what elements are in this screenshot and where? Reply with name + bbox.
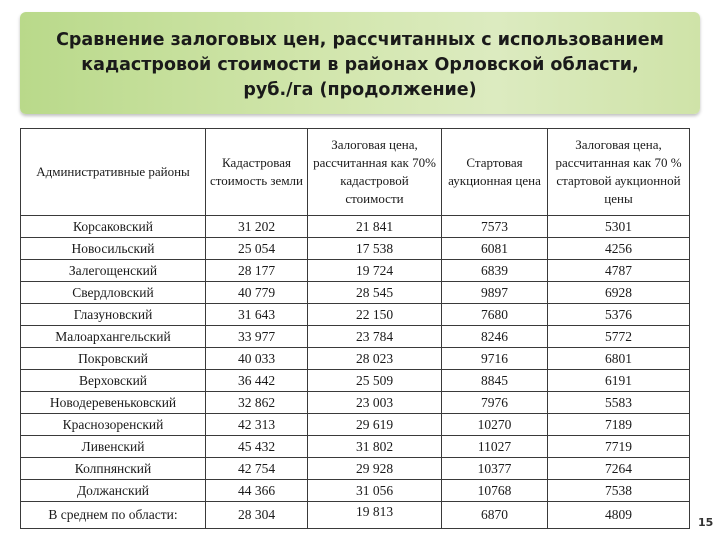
cell-pledge-70-starting: 7264 [548,458,690,480]
table-row [21,238,690,260]
cell-pledge-70-starting: 5772 [548,326,690,348]
header-district: Административные районы [21,129,206,216]
table-row [21,326,690,348]
average-starting-price: 6870 [442,502,548,529]
cell-pledge-70-starting: 7189 [548,414,690,436]
cell-pledge-70-cadastral: 22 150 [308,304,442,326]
table-row [21,414,690,436]
average-pledge-70-starting: 4809 [548,502,690,529]
cell-starting-price: 9897 [442,282,548,304]
cell-pledge-70-cadastral: 23 784 [308,326,442,348]
average-row [21,502,690,529]
cell-starting-price: 7976 [442,392,548,414]
cell-starting-price: 10270 [442,414,548,436]
pledge-price-table [20,128,690,529]
cell-pledge-70-starting: 6928 [548,282,690,304]
slide-title-line: кадастровой стоимости в районах Орловской области, [81,55,639,75]
cell-pledge-70-starting: 6801 [548,348,690,370]
cell-cadastral: 25 054 [206,238,308,260]
cell-cadastral: 40 033 [206,348,308,370]
cell-starting-price: 7573 [442,216,548,238]
cell-cadastral: 31 202 [206,216,308,238]
slide-title-line: руб./га (продолжение) [243,80,477,100]
average-pledge-70-cadastral: 19 813 [308,502,442,529]
cell-starting-price: 11027 [442,436,548,458]
cell-pledge-70-cadastral: 21 841 [308,216,442,238]
table-body [21,216,690,502]
average-cadastral: 28 304 [206,502,308,529]
cell-starting-price: 10768 [442,480,548,502]
table-row [21,370,690,392]
header-starting-price: Стартовая аукционная цена [442,129,548,216]
cell-pledge-70-cadastral: 31 056 [308,480,442,502]
cell-pledge-70-starting: 6191 [548,370,690,392]
cell-pledge-70-starting: 5583 [548,392,690,414]
cell-starting-price: 6081 [442,238,548,260]
cell-pledge-70-starting: 4787 [548,260,690,282]
table-row [21,216,690,238]
cell-cadastral: 33 977 [206,326,308,348]
cell-starting-price: 6839 [442,260,548,282]
cell-cadastral: 40 779 [206,282,308,304]
cell-pledge-70-cadastral: 28 023 [308,348,442,370]
cell-pledge-70-cadastral: 29 928 [308,458,442,480]
cell-starting-price: 8246 [442,326,548,348]
table-row [21,458,690,480]
cell-cadastral: 32 862 [206,392,308,414]
table-row [21,282,690,304]
slide-title [30,28,690,103]
cell-district: Залегощенский [21,260,206,282]
table-row [21,348,690,370]
cell-district: Новосильский [21,238,206,260]
cell-starting-price: 10377 [442,458,548,480]
cell-pledge-70-cadastral: 25 509 [308,370,442,392]
table-header-row [21,129,690,216]
cell-pledge-70-cadastral: 28 545 [308,282,442,304]
cell-cadastral: 42 754 [206,458,308,480]
table-row [21,260,690,282]
slide-title-line: Сравнение залоговых цен, рассчитанных с использованием [56,30,664,50]
cell-cadastral: 28 177 [206,260,308,282]
cell-district: Верховский [21,370,206,392]
cell-district: Краснозоренский [21,414,206,436]
cell-district: Должанский [21,480,206,502]
cell-district: Новодеревеньковский [21,392,206,414]
header-pledge-70-starting: Залоговая цена, рассчитанная как 70 % стартовой аукционной цены [548,129,690,216]
cell-pledge-70-starting: 5301 [548,216,690,238]
cell-starting-price: 8845 [442,370,548,392]
cell-pledge-70-cadastral: 17 538 [308,238,442,260]
cell-district: Покровский [21,348,206,370]
cell-district: Ливенский [21,436,206,458]
cell-district: Малоархангельский [21,326,206,348]
cell-pledge-70-starting: 7538 [548,480,690,502]
cell-starting-price: 9716 [442,348,548,370]
cell-pledge-70-starting: 4256 [548,238,690,260]
cell-pledge-70-cadastral: 19 724 [308,260,442,282]
page-number: 15 [698,516,714,529]
cell-pledge-70-starting: 7719 [548,436,690,458]
cell-district: Корсаковский [21,216,206,238]
cell-pledge-70-starting: 5376 [548,304,690,326]
table-row [21,392,690,414]
cell-cadastral: 31 643 [206,304,308,326]
cell-cadastral: 44 366 [206,480,308,502]
table-row [21,480,690,502]
cell-district: Глазуновский [21,304,206,326]
cell-district: Колпнянский [21,458,206,480]
cell-pledge-70-cadastral: 23 003 [308,392,442,414]
cell-pledge-70-cadastral: 31 802 [308,436,442,458]
average-label: В среднем по области: [21,502,206,529]
cell-cadastral: 42 313 [206,414,308,436]
cell-cadastral: 36 442 [206,370,308,392]
cell-pledge-70-cadastral: 29 619 [308,414,442,436]
header-cadastral: Кадастровая стоимость земли [206,129,308,216]
header-pledge-70-cadastral: Залоговая цена, рассчитанная как 70% кадастровой стоимости [308,129,442,216]
table-row [21,436,690,458]
table-row [21,304,690,326]
cell-cadastral: 45 432 [206,436,308,458]
cell-district: Свердловский [21,282,206,304]
cell-starting-price: 7680 [442,304,548,326]
